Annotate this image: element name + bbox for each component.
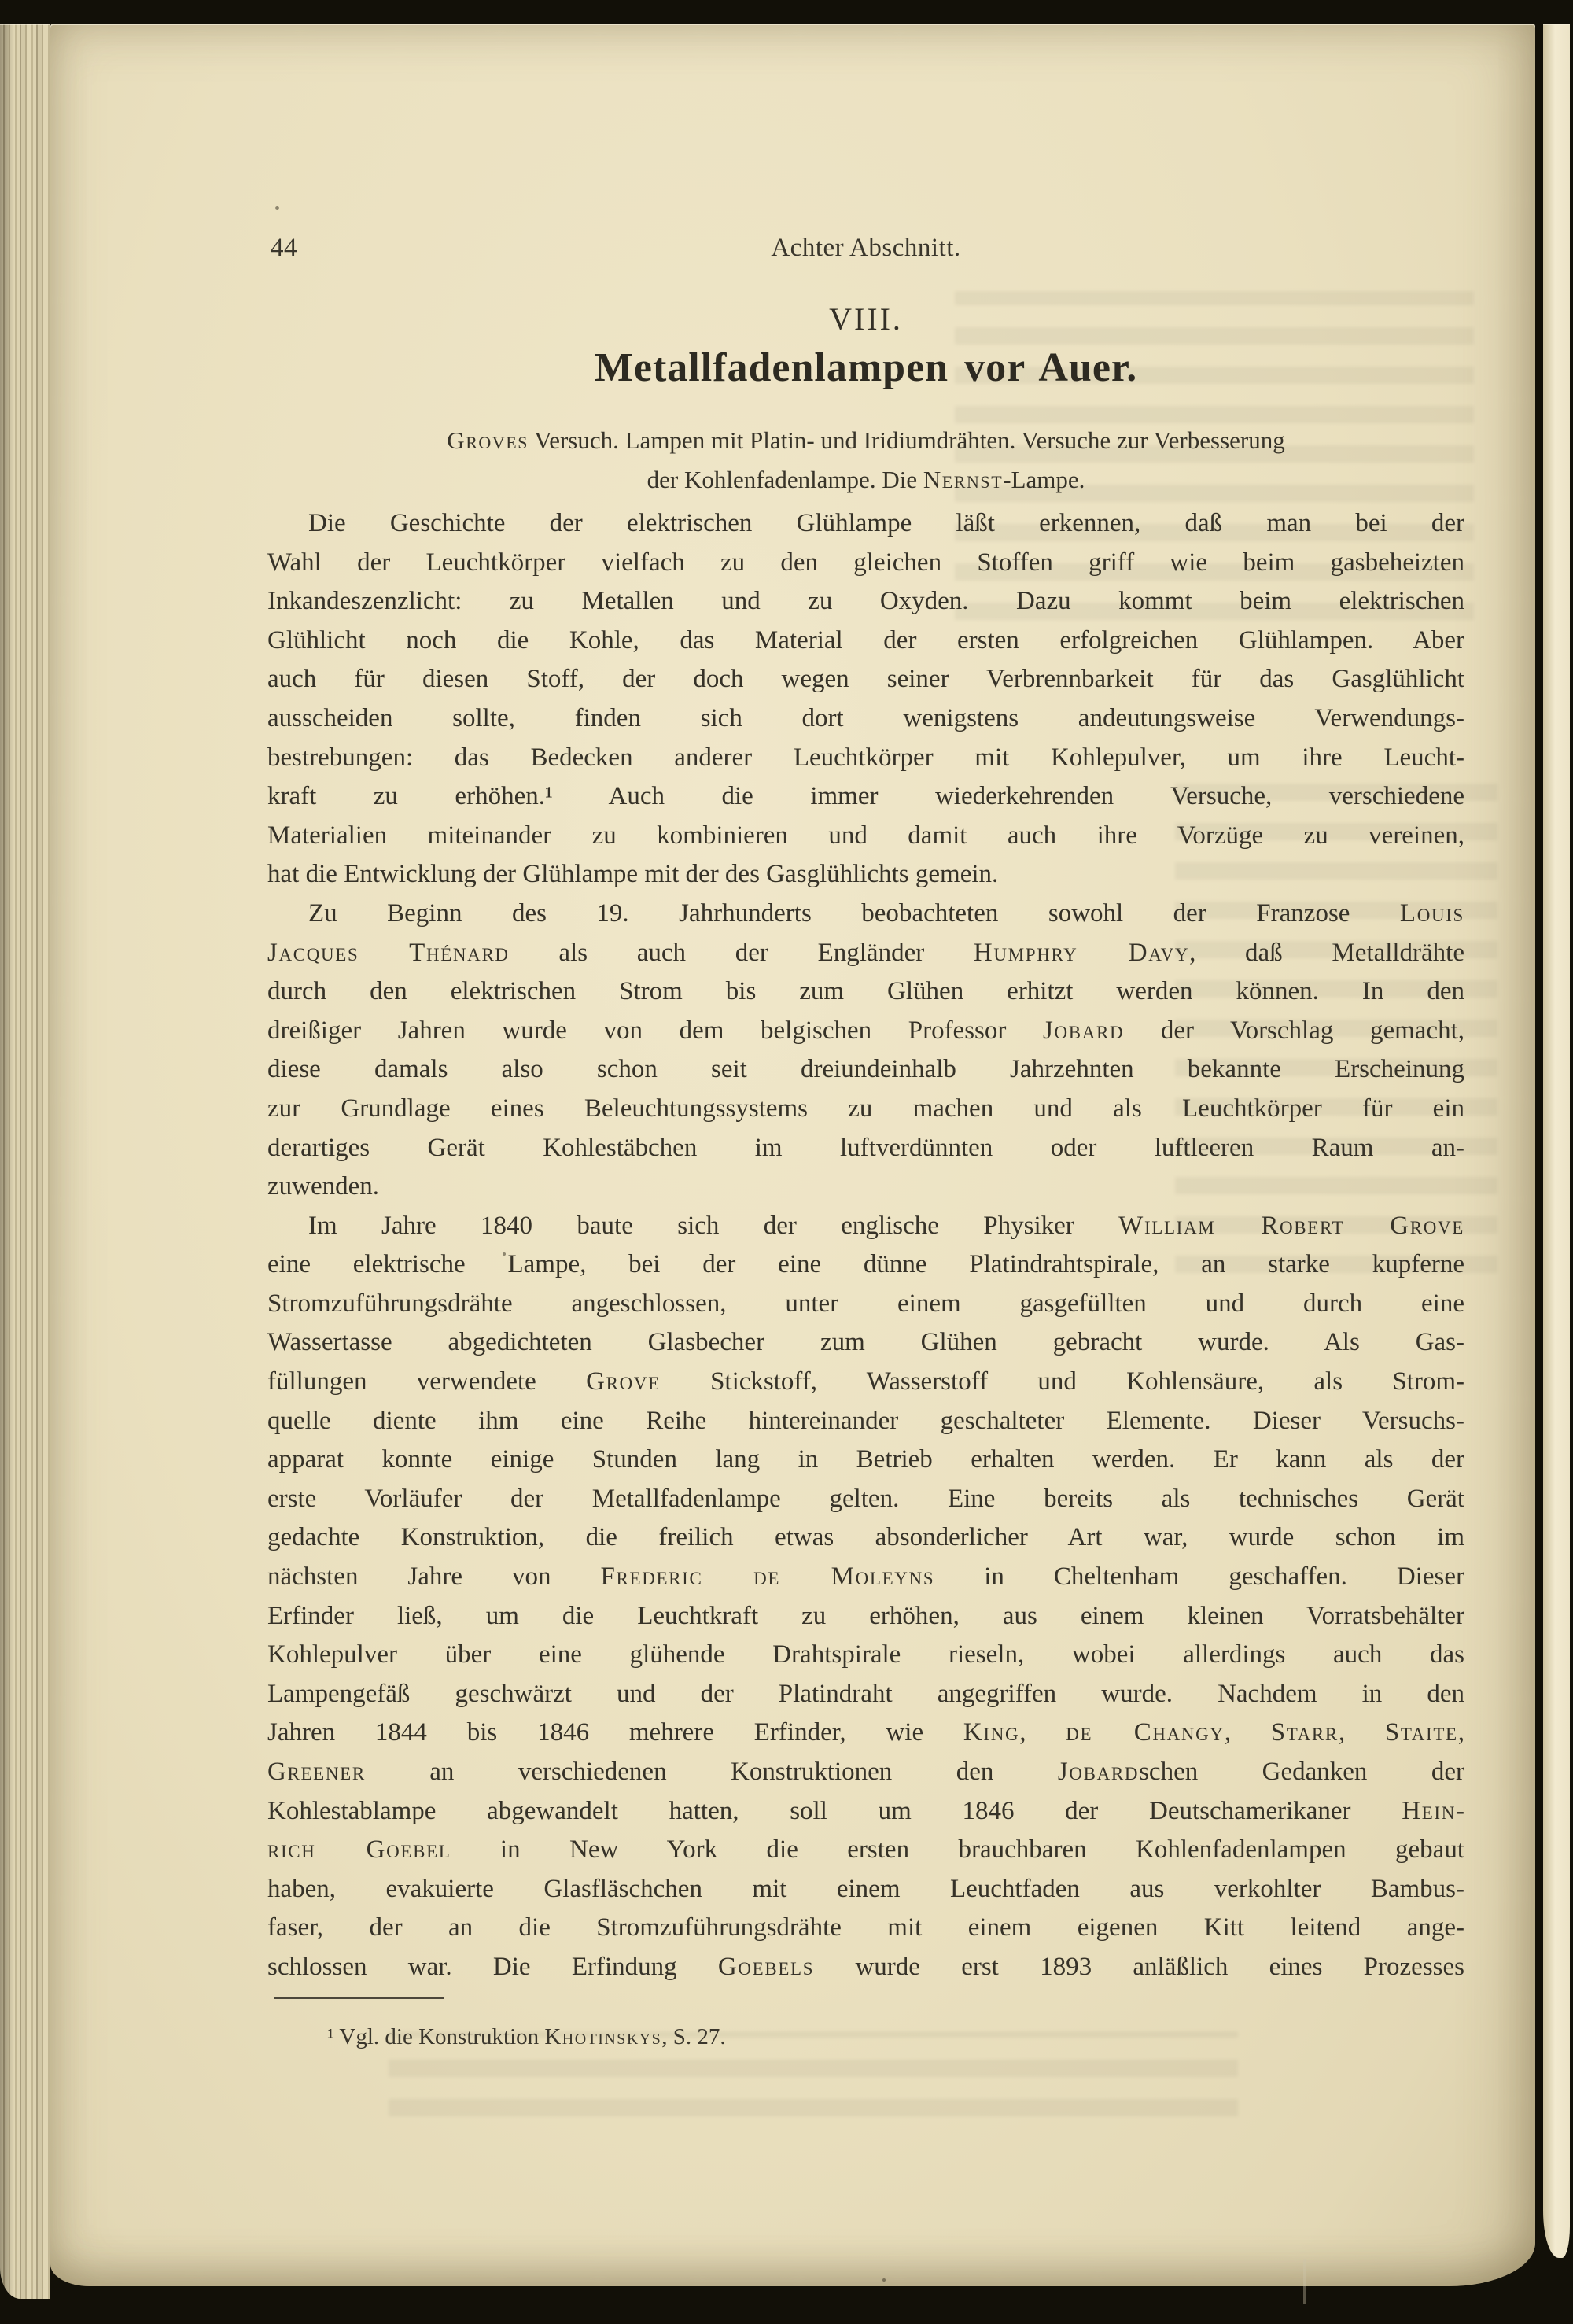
text-line: zur Grundlage eines Beleuchtungssystems zu machen und als Leuchtkörper für ein bbox=[267, 1094, 1464, 1123]
text-line: haben, evakuierte Glasfläschchen mit einem Leuchtfaden aus verkohlter Bambus- bbox=[267, 1874, 1464, 1903]
page-number: 44 bbox=[271, 234, 297, 262]
text-line: Jahren 1844 bis 1846 mehrere Erfinder, wie King, de Changy, Starr, Staite, bbox=[267, 1718, 1465, 1747]
text-line: diese damals also schon seit dreiundeinhalb Jahrzehnten bekannte Erscheinung bbox=[267, 1055, 1464, 1084]
book-page bbox=[50, 24, 1535, 2286]
text-line: quelle diente ihm eine Reihe hintereinander geschalteter Elemente. Dieser Versuchs- bbox=[267, 1406, 1464, 1435]
paper-speck bbox=[882, 2278, 886, 2282]
text-line: füllungen verwendete Grove Stickstoff, Wasserstoff und Kohlensäure, als Strom- bbox=[267, 1367, 1464, 1396]
running-header: Achter Abschnitt. bbox=[771, 234, 961, 262]
section-number: VIII. bbox=[829, 301, 903, 337]
footnote: ¹ Vgl. die Konstruktion Khotinskys, S. 27. bbox=[327, 2024, 726, 2049]
text-line: gedachte Konstruktion, die freilich etwas absonderlicher Art war, wurde schon im bbox=[267, 1523, 1464, 1552]
text-line: ausscheiden sollte, finden sich dort wenigstens andeutungsweise Verwendungs- bbox=[267, 703, 1464, 732]
text-line: Die Geschichte der elektrischen Glühlampe läßt erkennen, daß man bei der bbox=[308, 509, 1464, 537]
body-text bbox=[267, 504, 1464, 1987]
text-line: Im Jahre 1840 baute sich der englische Physiker William Robert Grove bbox=[308, 1211, 1464, 1240]
paragraph bbox=[267, 504, 1464, 895]
paragraph bbox=[267, 895, 1464, 1207]
text-line: Wassertasse abgedichteten Glasbecher zum Glühen gebracht wurde. Als Gas- bbox=[267, 1328, 1464, 1357]
text-line: apparat konnte einige Stunden lang in Betrieb erhalten werden. Er kann als der bbox=[267, 1445, 1464, 1474]
subtitle-line: Groves Versuch. Lampen mit Platin- und Iridiumdrähten. Versuche zur Verbesserung bbox=[447, 426, 1285, 454]
text-line: Jacques Thénard als auch der Engländer Humphry Davy, daß Metalldrähte bbox=[267, 938, 1465, 967]
text-line: hat die Entwicklung der Glühlampe mit der des Gasglühlichts gemein. bbox=[267, 860, 999, 889]
chapter-subtitle bbox=[267, 421, 1464, 500]
text-line: Stromzuführungsdrähte angeschlossen, unter einem gasgefüllten und durch eine bbox=[267, 1289, 1464, 1318]
text-line: Kohlestablampe abgewandelt hatten, soll um 1846 der Deutschamerikaner Hein- bbox=[267, 1796, 1464, 1825]
text-line: kraft zu erhöhen.¹ Auch die immer wiederkehrenden Versuche, verschiedene bbox=[267, 782, 1464, 811]
text-line: Wahl der Leuchtkörper vielfach zu den gleichen Stoffen griff wie beim gasbeheizten bbox=[267, 548, 1464, 577]
text-line: bestrebungen: das Bedecken anderer Leuchtkörper mit Kohlepulver, um ihre Leucht- bbox=[267, 743, 1464, 772]
text-line: faser, der an die Stromzuführungsdrähte mit einem eigenen Kitt leitend ange- bbox=[267, 1913, 1464, 1942]
text-line: Lampengefäß geschwärzt und der Platindraht angegriffen wurde. Nachdem in den bbox=[267, 1679, 1464, 1708]
page-edge-stack bbox=[0, 24, 50, 2299]
paper-speck bbox=[275, 206, 279, 210]
footnote-divider bbox=[274, 1997, 444, 1999]
text-line: durch den elektrischen Strom bis zum Glühen erhitzt werden können. In den bbox=[267, 977, 1464, 1006]
text-line: derartiges Gerät Kohlestäbchen im luftverdünnten oder luftleeren Raum an- bbox=[267, 1133, 1464, 1162]
text-line: schlossen war. Die Erfindung Goebels wurde erst 1893 anläßlich eines Prozesses bbox=[267, 1952, 1464, 1981]
adjacent-page-edge bbox=[1543, 24, 1570, 2258]
text-line: rich Goebel in New York die ersten brauchbaren Kohlenfadenlampen gebaut bbox=[267, 1835, 1464, 1865]
paragraph bbox=[267, 1207, 1464, 1987]
text-line: Greener an verschiedenen Konstruktionen den Jobardschen Gedanken der bbox=[267, 1758, 1464, 1786]
subtitle-line: der Kohlenfadenlampe. Die Nernst-Lampe. bbox=[647, 466, 1085, 493]
text-line: Glühlicht noch die Kohle, das Material der ersten erfolgreichen Glühlampen. Aber bbox=[267, 625, 1464, 655]
text-line: eine elektrische Lampe, bei der eine dünne Platindrahtspirale, an starke kupferne bbox=[267, 1250, 1464, 1279]
text-line: auch für diesen Stoff, der doch wegen seiner Verbrennbarkeit für das Gasglühlicht bbox=[267, 665, 1464, 694]
scan-artifact-line bbox=[1303, 2259, 1306, 2304]
text-line: zuwenden. bbox=[267, 1172, 380, 1201]
text-line: Inkandeszenzlicht: zu Metallen und zu Oxyden. Dazu kommt beim elektrischen bbox=[267, 587, 1464, 616]
text-line: Kohlepulver über eine glühende Drahtspirale rieseln, wobei allerdings auch das bbox=[267, 1640, 1464, 1669]
page-header bbox=[267, 232, 1464, 264]
text-line: Materialien miteinander zu kombinieren und damit auch ihre Vorzüge zu vereinen, bbox=[267, 821, 1464, 850]
text-line: erste Vorläufer der Metallfadenlampe gelten. Eine bereits als technisches Gerät bbox=[267, 1484, 1464, 1513]
text-line: Zu Beginn des 19. Jahrhunderts beobachteten sowohl der Franzose Louis bbox=[308, 898, 1464, 928]
chapter-title: Metallfadenlampen vor Auer. bbox=[594, 345, 1138, 390]
text-line: Erfinder ließ, um die Leuchtkraft zu erhöhen, aus einem kleinen Vorratsbehälter bbox=[267, 1601, 1464, 1630]
text-line: dreißiger Jahren wurde von dem belgischen Professor Jobard der Vorschlag gemacht, bbox=[267, 1016, 1464, 1045]
text-line: nächsten Jahre von Frederic de Moleyns in Cheltenham geschaffen. Dieser bbox=[267, 1562, 1464, 1592]
